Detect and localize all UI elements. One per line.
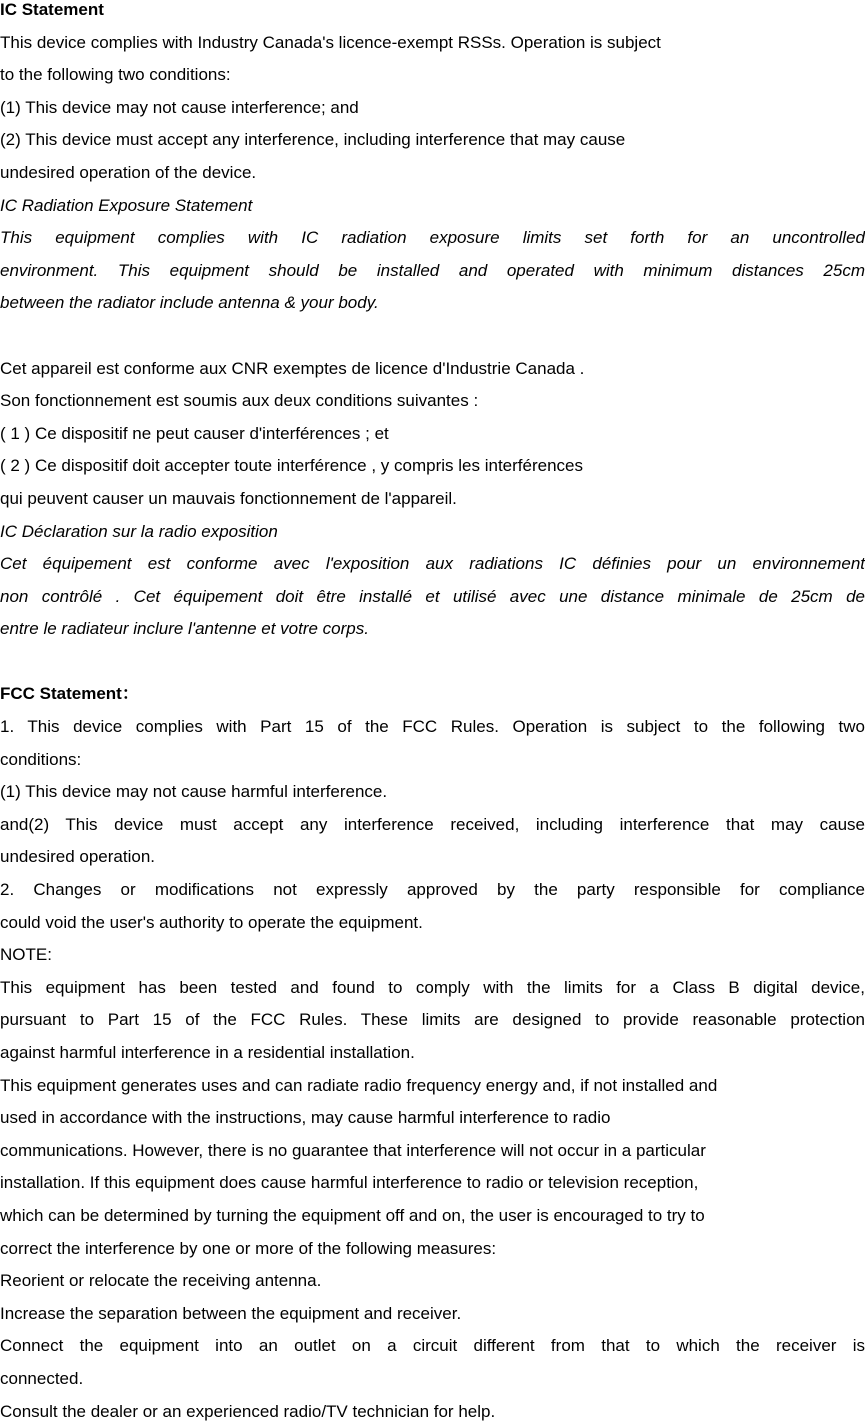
ic-radiation-line: This equipment complies with IC radiation exposure limits set forth for an uncontrolled [0,228,865,248]
spacer [0,646,865,679]
spacer [0,320,865,353]
fcc-measure: Increase the separation between the equipment and receiver. [0,1303,462,1323]
fcc-measure: Consult the dealer or an experienced radio/TV technician for help. [0,1401,496,1421]
ic-radiation-line: environment. This equipment should be installed and operated with minimum distances 25cm [0,260,865,280]
fcc-line: pursuant to Part 15 of the FCC Rules. These limits are designed to provide reasonable protection [0,1010,865,1030]
ic-radiation-line: between the radiator include antenna & your body. [0,293,379,313]
fr-declaration-line: non contrôlé . Cet équipement doit être installé et utilisé avec une distance minimale de 25cm de [0,586,865,606]
fr-declaration-heading: IC Déclaration sur la radio exposition [0,521,278,541]
fcc-line: 1. This device complies with Part 15 of the FCC Rules. Operation is subject to the following two [0,717,865,737]
fcc-line: could void the user's authority to operate the equipment. [0,912,423,932]
fcc-line: This equipment generates uses and can radiate radio frequency energy and, if not installed and [0,1075,718,1095]
ic-line: (2) This device must accept any interference, including interference that may cause [0,130,626,150]
fcc-line: installation. If this equipment does cause harmful interference to radio or television reception, [0,1173,699,1193]
fr-line: ( 2 ) Ce dispositif doit accepter toute interférence , y compris les interférences [0,456,583,476]
fcc-measure: Connect the equipment into an outlet on a circuit different from that to which the receiver is [0,1336,865,1356]
fcc-line: communications. However, there is no guarantee that interference will not occur in a particular [0,1140,706,1160]
fcc-line: undesired operation. [0,847,156,867]
fcc-note-label: NOTE: [0,945,52,965]
ic-radiation-heading: IC Radiation Exposure Statement [0,195,253,215]
fcc-line: and(2) This device must accept any interference received, including interference that may cause [0,814,865,834]
fcc-line: conditions: [0,749,82,769]
fr-declaration-line: entre le radiateur inclure l'antenne et votre corps. [0,619,369,639]
fr-declaration-line: Cet équipement est conforme avec l'exposition aux radiations IC définies pour un environnement [0,554,865,574]
fcc-line: 2. Changes or modifications not expressly approved by the party responsible for compliance [0,880,865,900]
fcc-measure: connected. [0,1368,84,1388]
fcc-line: used in accordance with the instructions, may cause harmful interference to radio [0,1108,611,1128]
fcc-line: against harmful interference in a residential installation. [0,1043,415,1062]
fr-line: qui peuvent causer un mauvais fonctionnement de l'appareil. [0,488,457,508]
fr-line: Cet appareil est conforme aux CNR exemptes de licence d'Industrie Canada . [0,358,585,378]
fcc-measure: Reorient or relocate the receiving antenna. [0,1271,322,1291]
fcc-line: which can be determined by turning the equipment off and on, the user is encouraged to try to [0,1205,705,1225]
fcc-line: correct the interference by one or more of the following measures: [0,1238,497,1258]
ic-line: undesired operation of the device. [0,162,257,182]
ic-line: This device complies with Industry Canada's licence-exempt RSSs. Operation is subject [0,32,661,52]
ic-line: to the following two conditions: [0,65,231,85]
ic-statement-heading: IC Statement [0,0,104,19]
fr-line: ( 1 ) Ce dispositif ne peut causer d'interférences ; et [0,423,389,443]
fcc-line: (1) This device may not cause harmful interference. [0,782,388,802]
fcc-statement-heading: FCC Statement： [0,684,139,704]
fr-line: Son fonctionnement est soumis aux deux conditions suivantes : [0,391,479,411]
ic-line: (1) This device may not cause interference; and [0,97,359,117]
fcc-line: This equipment has been tested and found to comply with the limits for a Class B digital device, [0,977,865,997]
